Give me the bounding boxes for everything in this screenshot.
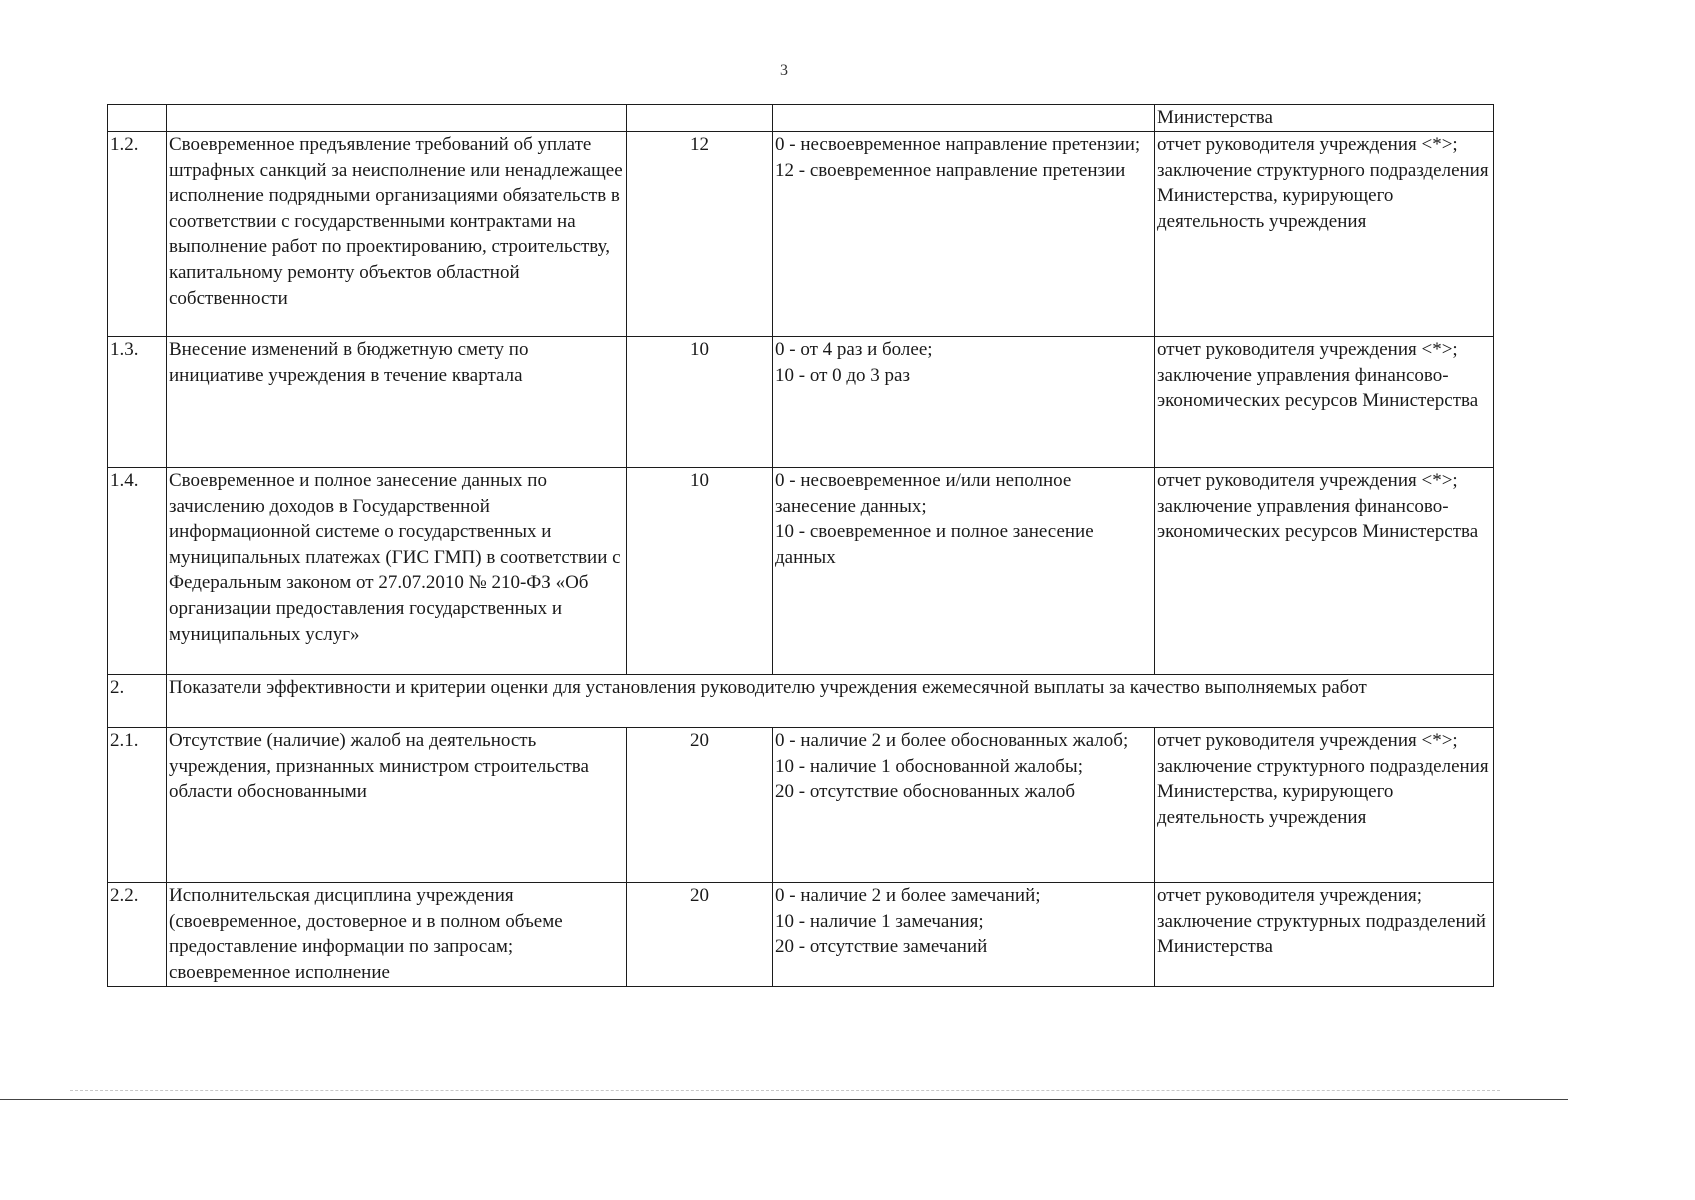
points-cell: 20 (627, 728, 773, 883)
points-cell: 20 (627, 883, 773, 987)
source-cell: отчет руководителя учреждения <*>; заключение управления финансово-экономических ресурсов Министерства (1155, 337, 1494, 468)
scale-cell: 0 - наличие 2 и более обоснованных жалоб; 10 - наличие 1 обоснованной жалобы; 20 - отсутствие обоснованных жалоб (773, 728, 1155, 883)
source-cell: отчет руководителя учреждения <*>; заключение структурного подразделения Министерства, курирующего деятельность учреждения (1155, 132, 1494, 337)
scale-cell: 0 - наличие 2 и более замечаний; 10 - наличие 1 замечания; 20 - отсутствие замечаний (773, 883, 1155, 987)
table-row (108, 728, 1494, 883)
criterion-cell: Своевременное предъявление требований об уплате штрафных санкций за неисполнение или ненадлежащее исполнение подрядными организациями обязательств в соответствии с государственными контрактами на выполнение работ по проектированию, строительству, капитальному ремонту объектов областной собственности (167, 132, 627, 337)
source-cell: отчет руководителя учреждения <*>; заключение структурного подразделения Министерства, курирующего деятельность учреждения (1155, 728, 1494, 883)
table-row (108, 105, 1494, 132)
criterion-cell (167, 105, 627, 132)
row-number: 1.2. (108, 132, 167, 337)
criterion-cell: Отсутствие (наличие) жалоб на деятельность учреждения, признанных министром строительства области обоснованными (167, 728, 627, 883)
section-row (108, 675, 1494, 728)
section-title: Показатели эффективности и критерии оценки для установления руководителю учреждения ежемесячной выплаты за качество выполняемых работ (167, 675, 1494, 728)
scale-cell (773, 105, 1155, 132)
source-cell: отчет руководителя учреждения <*>; заключение управления финансово-экономических ресурсов Министерства (1155, 468, 1494, 675)
points-cell: 10 (627, 468, 773, 675)
page-number: 3 (780, 62, 788, 79)
table-row (108, 468, 1494, 675)
points-cell (627, 105, 773, 132)
points-cell: 10 (627, 337, 773, 468)
section-number: 2. (108, 675, 167, 728)
scale-cell: 0 - несвоевременное направление претензии; 12 - своевременное направление претензии (773, 132, 1155, 337)
source-cell: Министерства (1155, 105, 1494, 132)
table-row (108, 337, 1494, 468)
row-number: 2.1. (108, 728, 167, 883)
criterion-cell: Внесение изменений в бюджетную смету по инициативе учреждения в течение квартала (167, 337, 627, 468)
row-number: 1.3. (108, 337, 167, 468)
table-row (108, 132, 1494, 337)
row-number: 1.4. (108, 468, 167, 675)
points-cell: 12 (627, 132, 773, 337)
row-number (108, 105, 167, 132)
row-number: 2.2. (108, 883, 167, 987)
scan-artifact-divider (70, 1090, 1500, 1091)
criterion-cell: Своевременное и полное занесение данных по зачислению доходов в Государственной информационной системе о государственных и муниципальных платежах (ГИС ГМП) в соответствии с Федеральным законом от 27.07.2010 № 210-ФЗ «Об организации предоставления государственных и муниципальных услуг» (167, 468, 627, 675)
table-row (108, 883, 1494, 987)
scale-cell: 0 - от 4 раз и более; 10 - от 0 до 3 раз (773, 337, 1155, 468)
scale-cell: 0 - несвоевременное и/или неполное занесение данных; 10 - своевременное и полное занесение данных (773, 468, 1155, 675)
criteria-table (107, 104, 1494, 987)
page-bottom-rule (0, 1099, 1568, 1100)
criterion-cell: Исполнительская дисциплина учреждения (своевременное, достоверное и в полном объеме предоставление информации по запросам; своевременное исполнение (167, 883, 627, 987)
source-cell: отчет руководителя учреждения; заключение структурных подразделений Министерства (1155, 883, 1494, 987)
